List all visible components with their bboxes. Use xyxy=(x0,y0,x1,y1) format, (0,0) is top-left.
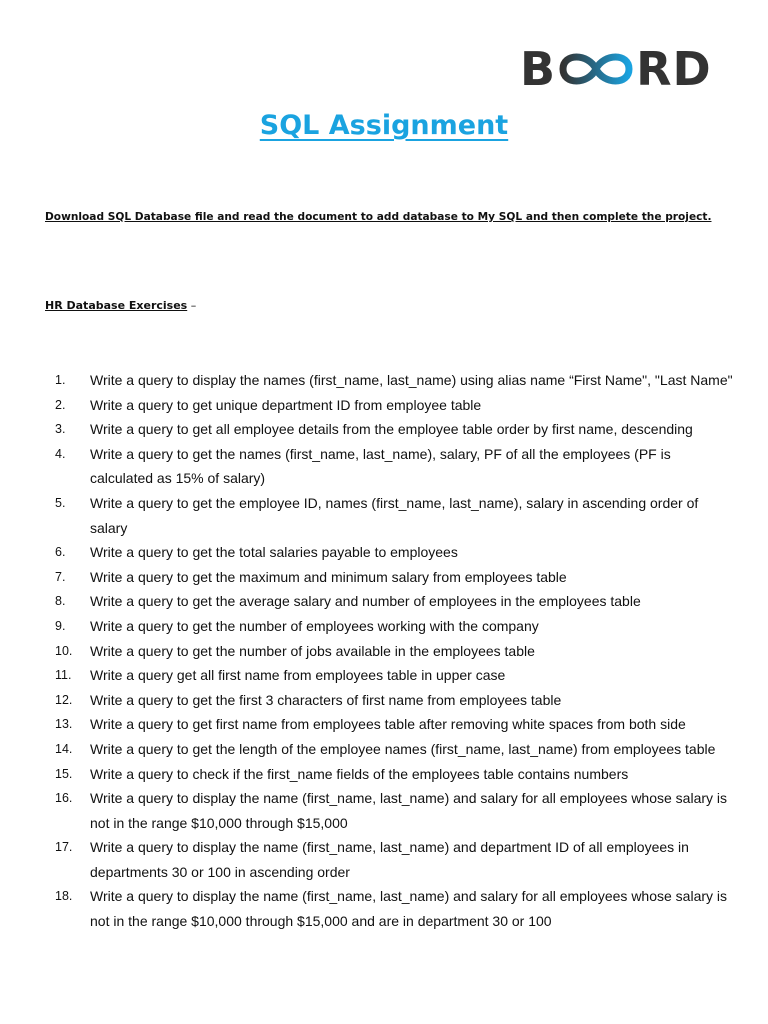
exercise-item xyxy=(55,835,735,884)
exercise-text: Write a query to display the name (first_name, last_name) and salary for all employees whose salary is not in the range $10,000 through $15,000 and are in department 30 or 100 xyxy=(90,888,728,930)
exercise-text: Write a query to check if the first_name fields of the employees table contains numbers xyxy=(90,765,629,782)
exercise-text: Write a query to get the maximum and minimum salary from employees table xyxy=(90,568,567,585)
exercise-text: Write a query to get the names (first_name, last_name), salary, PF of all the employees (PF is calculated as 15% of salary) xyxy=(90,445,671,487)
exercise-text: Write a query to display the names (first_name, last_name) using alias name “First Name", "Last Name" xyxy=(90,372,733,388)
exercise-number: 2. xyxy=(55,397,66,412)
exercise-text: Write a query to get the average salary and number of employees in the employees table xyxy=(90,593,641,610)
exercise-number: 6. xyxy=(55,545,66,560)
exercise-item xyxy=(55,491,735,540)
exercise-text: Write a query to get the number of jobs available in the employees table xyxy=(90,642,535,659)
exercise-number: 1. xyxy=(55,373,66,387)
exercise-item xyxy=(55,368,735,393)
exercise-item xyxy=(55,737,735,762)
page-title: SQL Assignment xyxy=(259,110,509,141)
exercise-item xyxy=(55,762,735,787)
section-heading xyxy=(45,299,196,312)
exercise-number: 17. xyxy=(55,840,73,855)
exercise-number: 12. xyxy=(55,692,73,707)
exercise-number: 14. xyxy=(55,741,73,756)
exercise-number: 3. xyxy=(55,422,66,437)
exercise-number: 15. xyxy=(55,766,73,781)
exercise-item xyxy=(55,884,735,933)
exercise-item xyxy=(55,540,735,565)
exercise-item xyxy=(55,663,735,688)
exercise-text: Write a query to get the total salaries payable to employees xyxy=(90,544,458,561)
exercise-number: 13. xyxy=(55,717,73,732)
instruction-text: Download SQL Database file and read the document to add database to My SQL and then complete the project. xyxy=(45,211,712,223)
exercise-text: Write a query to get the first 3 characters of first name from employees table xyxy=(90,691,562,708)
exercise-number: 9. xyxy=(55,618,66,633)
exercise-item xyxy=(55,417,735,442)
exercise-number: 11. xyxy=(55,668,72,683)
exercise-number: 5. xyxy=(55,495,66,510)
exercise-list xyxy=(55,368,735,934)
exercise-text: Write a query to get first name from employees table after removing white spaces from both side xyxy=(90,716,686,733)
exercise-text: Write a query to get the number of employees working with the company xyxy=(90,617,539,634)
exercise-item xyxy=(55,786,735,835)
exercise-text: Write a query to display the name (first_name, last_name) and salary for all employees whose salary is not in the range $10,000 through $15,000 xyxy=(90,790,728,831)
exercise-text: Write a query to get all employee details from the employee table order by first name, descending xyxy=(90,421,693,438)
exercise-text: Write a query get all first name from employees table in upper case xyxy=(90,667,506,684)
exercise-number: 4. xyxy=(55,446,66,461)
exercise-text: Write a query to display the name (first_name, last_name) and department ID of all employees in departments 30 or 100 in ascending order xyxy=(90,839,689,880)
exercise-item xyxy=(55,589,735,614)
exercise-number: 16. xyxy=(55,791,73,806)
exercise-number: 10. xyxy=(55,643,73,658)
exercise-text: Write a query to get the employee ID, names (first_name, last_name), salary in ascending order of salary xyxy=(90,494,699,536)
exercise-text: Write a query to get unique department ID from employee table xyxy=(90,396,482,413)
exercise-item xyxy=(55,639,735,664)
exercise-number: 8. xyxy=(55,594,66,609)
infinity-loop-icon xyxy=(557,49,635,89)
exercise-item xyxy=(55,442,735,491)
exercise-number: 7. xyxy=(55,569,66,584)
section-heading-label: HR Database Exercises xyxy=(45,299,188,312)
exercise-number: 18. xyxy=(55,889,73,904)
board-logo xyxy=(520,44,712,94)
logo-letter-b: B xyxy=(520,42,557,96)
section-heading-dash: – xyxy=(187,299,197,312)
exercise-text: Write a query to get the length of the employee names (first_name, last_name) from employees table xyxy=(90,740,716,757)
exercise-item xyxy=(55,614,735,639)
exercise-item xyxy=(55,688,735,713)
exercise-item xyxy=(55,565,735,590)
exercise-item xyxy=(55,393,735,418)
exercise-item xyxy=(55,712,735,737)
logo-letters-rd: RD xyxy=(636,42,712,96)
